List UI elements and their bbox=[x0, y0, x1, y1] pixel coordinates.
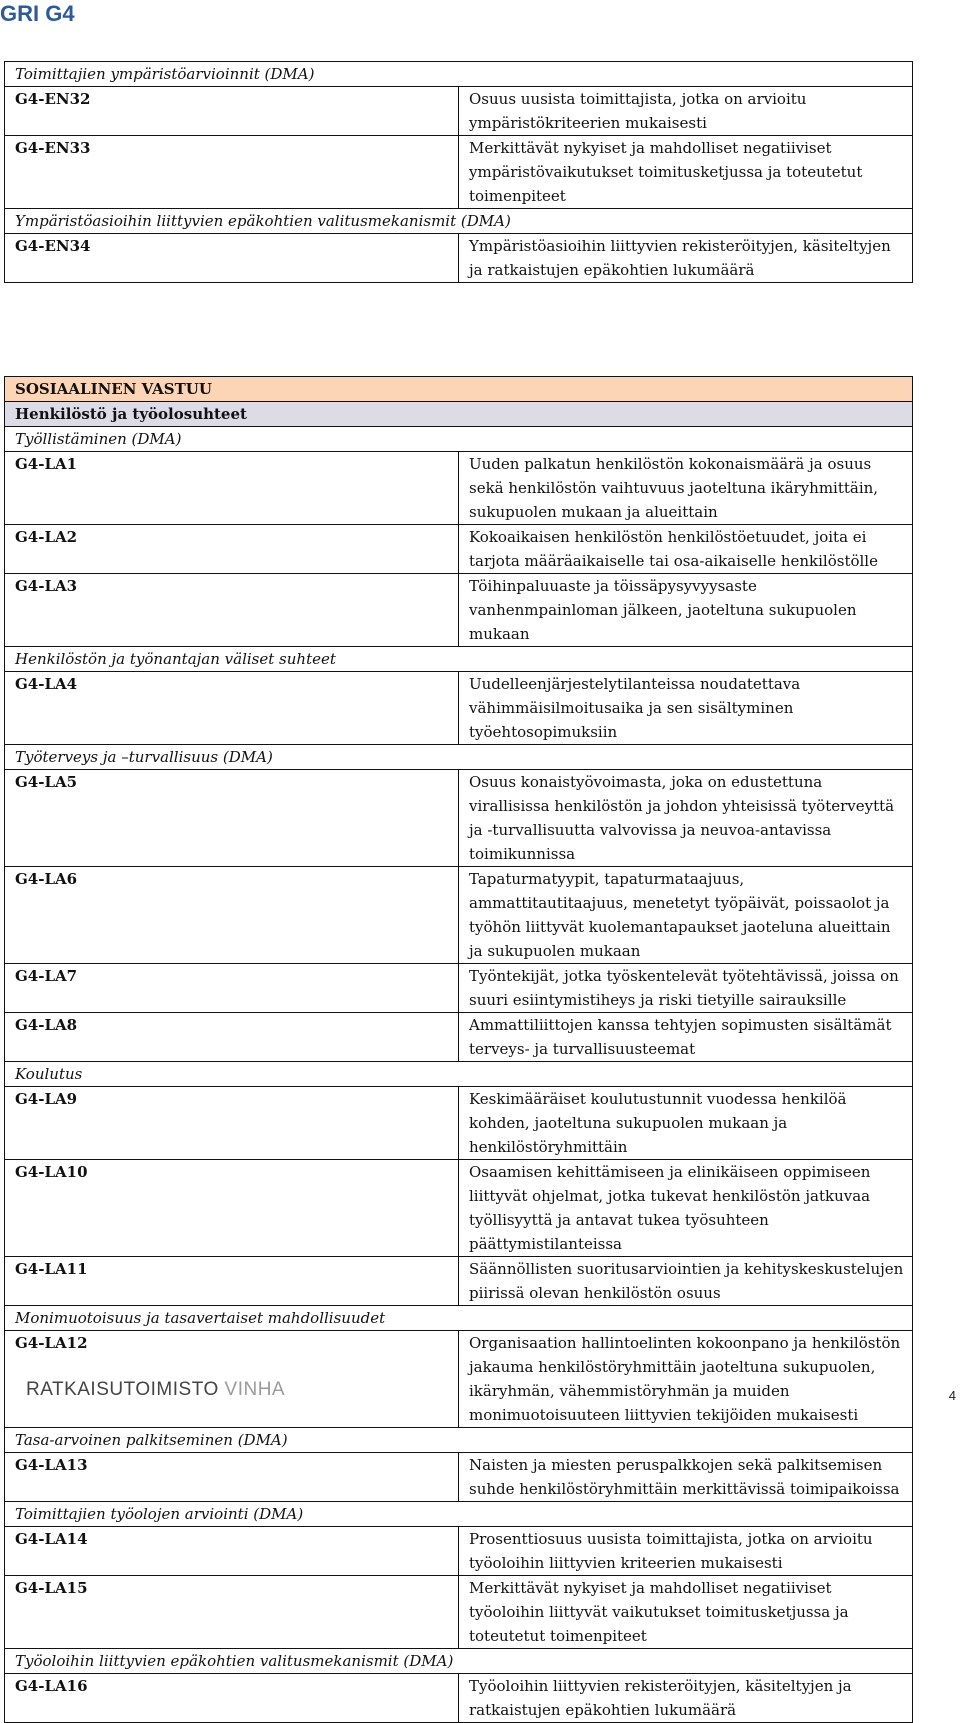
indicator-row bbox=[5, 964, 913, 1013]
topic-header: Koulutus bbox=[5, 1062, 913, 1087]
subsection-header: Henkilöstö ja työolosuhteet bbox=[5, 402, 913, 427]
indicator-row bbox=[5, 1257, 913, 1306]
indicator-row bbox=[5, 1576, 913, 1649]
indicator-code: G4-LA1 bbox=[5, 452, 459, 525]
logo-primary-text: RATKAISUTOIMISTO bbox=[26, 1379, 219, 1400]
indicator-description: Tapaturmatyypit, tapaturmataajuus, ammattitautitaajuus, menetetyt työpäivät, poissaolot ja työhön liittyvät kuolemantapaukset jaoteluna alueittain ja sukupuolen mukaan bbox=[459, 867, 913, 964]
topic-header-row bbox=[5, 62, 913, 87]
indicator-code: G4-LA6 bbox=[5, 867, 459, 964]
indicator-code: G4-LA13 bbox=[5, 1453, 459, 1502]
logo-secondary-text: VINHA bbox=[224, 1379, 286, 1400]
indicator-code: G4-EN33 bbox=[5, 136, 459, 209]
indicator-row bbox=[5, 770, 913, 867]
indicator-row bbox=[5, 1527, 913, 1576]
page-title: GRI G4 bbox=[0, 1, 75, 26]
topic-header-row bbox=[5, 647, 913, 672]
indicator-code: G4-LA4 bbox=[5, 672, 459, 745]
indicator-row bbox=[5, 525, 913, 574]
topic-header-row bbox=[5, 1649, 913, 1674]
topic-header: Monimuotoisuus ja tasavertaiset mahdollisuudet bbox=[5, 1306, 913, 1331]
section-header: SOSIAALINEN VASTUU bbox=[5, 377, 913, 402]
indicator-code: G4-LA10 bbox=[5, 1160, 459, 1257]
indicator-description: Prosenttiosuus uusista toimittajista, jotka on arvioitu työoloihin liittyvien kriteerien mukaisesti bbox=[459, 1527, 913, 1576]
indicator-row bbox=[5, 1087, 913, 1160]
gri-table-social bbox=[4, 376, 913, 1723]
indicator-code: G4-LA8 bbox=[5, 1013, 459, 1062]
indicator-code: G4-EN34 bbox=[5, 234, 459, 283]
indicator-description: Naisten ja miesten peruspalkkojen sekä palkitsemisen suhde henkilöstöryhmittäin merkittävissä toimipaikoissa bbox=[459, 1453, 913, 1502]
indicator-code: G4-LA3 bbox=[5, 574, 459, 647]
indicator-row bbox=[5, 672, 913, 745]
indicator-description: Merkittävät nykyiset ja mahdolliset negatiiviset työoloihin liittyvät vaikutukset toimitusketjussa ja toteutetut toimenpiteet bbox=[459, 1576, 913, 1649]
topic-header: Ympäristöasioihin liittyvien epäkohtien valitusmekanismit (DMA) bbox=[5, 209, 913, 234]
topic-header: Työoloihin liittyvien epäkohtien valitusmekanismit (DMA) bbox=[5, 1649, 913, 1674]
indicator-code: G4-LA2 bbox=[5, 525, 459, 574]
topic-header: Työterveys ja –turvallisuus (DMA) bbox=[5, 745, 913, 770]
indicator-row bbox=[5, 1013, 913, 1062]
gri-table-environment bbox=[4, 61, 913, 283]
topic-header-row bbox=[5, 427, 913, 452]
indicator-description: Keskimääräiset koulutustunnit vuodessa henkilöä kohden, jaoteltuna sukupuolen mukaan ja henkilöstöryhmittäin bbox=[459, 1087, 913, 1160]
indicator-description: Osuus uusista toimittajista, jotka on arvioitu ympäristökriteerien mukaisesti bbox=[459, 87, 913, 136]
indicator-description: Säännöllisten suoritusarviointien ja kehityskeskustelujen piirissä olevan henkilöstön osuus bbox=[459, 1257, 913, 1306]
indicator-row bbox=[5, 87, 913, 136]
indicator-description: Osaamisen kehittämiseen ja elinikäiseen oppimiseen liittyvät ohjelmat, jotka tukevat henkilöstön jatkuvaa työllisyyttä ja antavat tukea työsuhteen päättymistilanteissa bbox=[459, 1160, 913, 1257]
indicator-row bbox=[5, 1674, 913, 1723]
indicator-description: Merkittävät nykyiset ja mahdolliset negatiiviset ympäristövaikutukset toimitusketjussa ja toteutetut toimenpiteet bbox=[459, 136, 913, 209]
indicator-row bbox=[5, 452, 913, 525]
indicator-code: G4-LA9 bbox=[5, 1087, 459, 1160]
indicator-code: G4-LA14 bbox=[5, 1527, 459, 1576]
topic-header-row bbox=[5, 745, 913, 770]
indicator-code: G4-LA12 bbox=[5, 1331, 459, 1428]
topic-header-row bbox=[5, 209, 913, 234]
indicator-description: Organisaation hallintoelinten kokoonpano ja henkilöstön jakauma henkilöstöryhmittäin jaoteltuna sukupuolen, ikäryhmän, vähemmistöryhmän ja muiden monimuotoisuuteen liittyvien tekijöiden mukaisesti bbox=[459, 1331, 913, 1428]
indicator-description: Ammattiliittojen kanssa tehtyjen sopimusten sisältämät terveys- ja turvallisuusteemat bbox=[459, 1013, 913, 1062]
topic-header: Toimittajien ympäristöarvioinnit (DMA) bbox=[5, 62, 913, 87]
topic-header-row bbox=[5, 1062, 913, 1087]
indicator-description: Uuden palkatun henkilöstön kokonaismäärä ja osuus sekä henkilöstön vaihtuvuus jaoteltuna ikäryhmittäin, sukupuolen mukaan ja alueittain bbox=[459, 452, 913, 525]
indicator-description: Ympäristöasioihin liittyvien rekisteröityjen, käsiteltyjen ja ratkaistujen epäkohtien lukumäärä bbox=[459, 234, 913, 283]
topic-header-row bbox=[5, 1306, 913, 1331]
page-number: 4 bbox=[948, 1388, 956, 1403]
topic-header-row bbox=[5, 1502, 913, 1527]
indicator-code: G4-LA5 bbox=[5, 770, 459, 867]
company-logo bbox=[26, 1379, 285, 1401]
indicator-code: G4-LA7 bbox=[5, 964, 459, 1013]
indicator-code: G4-LA11 bbox=[5, 1257, 459, 1306]
indicator-code: G4-LA16 bbox=[5, 1674, 459, 1723]
topic-header: Tasa-arvoinen palkitseminen (DMA) bbox=[5, 1428, 913, 1453]
indicator-description: Osuus konaistyövoimasta, joka on edustettuna virallisissa henkilöstön ja johdon yhteisissä työterveyttä ja -turvallisuutta valvovissa ja neuvoa-antavissa toimikunnissa bbox=[459, 770, 913, 867]
indicator-row bbox=[5, 1453, 913, 1502]
indicator-description: Kokoaikaisen henkilöstön henkilöstöetuudet, joita ei tarjota määräaikaiselle tai osa-aikaiselle henkilöstölle bbox=[459, 525, 913, 574]
indicator-row bbox=[5, 1160, 913, 1257]
topic-header-row bbox=[5, 1428, 913, 1453]
indicator-row bbox=[5, 867, 913, 964]
indicator-code: G4-LA15 bbox=[5, 1576, 459, 1649]
indicator-row bbox=[5, 136, 913, 209]
indicator-description: Töihinpaluuaste ja töissäpysyvyysaste vanhenmpainloman jälkeen, jaoteltuna sukupuolen mukaan bbox=[459, 574, 913, 647]
topic-header: Toimittajien työolojen arviointi (DMA) bbox=[5, 1502, 913, 1527]
indicator-description: Työntekijät, jotka työskentelevät työtehtävissä, joissa on suuri esiintymistiheys ja riski tietyille sairauksille bbox=[459, 964, 913, 1013]
indicator-row bbox=[5, 574, 913, 647]
subsection-header-row bbox=[5, 402, 913, 427]
topic-header: Henkilöstön ja työnantajan väliset suhteet bbox=[5, 647, 913, 672]
indicator-row bbox=[5, 234, 913, 283]
section-header-row bbox=[5, 377, 913, 402]
indicator-description: Uudelleenjärjestelytilanteissa noudatettava vähimmäisilmoitusaika ja sen sisältyminen työehtosopimuksiin bbox=[459, 672, 913, 745]
indicator-description: Työoloihin liittyvien rekisteröityjen, käsiteltyjen ja ratkaistujen epäkohtien lukumäärä bbox=[459, 1674, 913, 1723]
indicator-code: G4-EN32 bbox=[5, 87, 459, 136]
topic-header: Työllistäminen (DMA) bbox=[5, 427, 913, 452]
